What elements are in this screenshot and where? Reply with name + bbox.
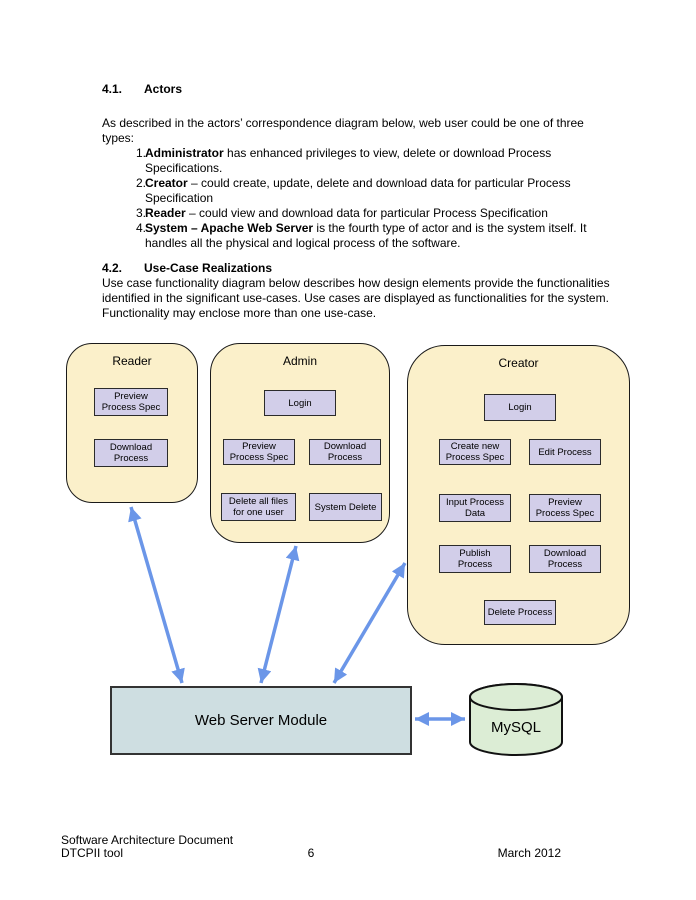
section-number: 4.2. <box>102 261 123 275</box>
intro-paragraph <box>102 116 584 146</box>
list-item-text-line2: Specifications. <box>145 161 223 175</box>
list-item-term: Reader <box>145 206 186 220</box>
section-heading-4-1 <box>102 82 182 97</box>
footer-date: March 2012 <box>497 846 562 860</box>
paragraph-line: Functionality may enclose more than one use-case. <box>102 306 377 320</box>
usecase-admin-login: Login <box>264 390 336 416</box>
list-item-text-line2: handles all the physical and logical process of the software. <box>145 236 461 250</box>
actor-title-admin: Admin <box>282 354 317 368</box>
arrow-admin-webserver <box>261 546 296 683</box>
list-item <box>136 221 587 251</box>
paragraph-line: As described in the actors’ correspondence diagram below, web user could be one of three <box>102 116 584 130</box>
list-item-text: is the fourth type of actor and is the system itself. It <box>313 221 587 235</box>
actor-title-creator: Creator <box>498 356 539 370</box>
mysql-database-label: MySQL <box>490 719 541 736</box>
list-item-number: 4. <box>136 221 147 235</box>
section-title: Actors <box>144 82 183 96</box>
usecase-creator-login: Login <box>484 394 556 421</box>
usecase-admin-system-delete: System Delete <box>309 493 382 521</box>
actor-creator <box>407 345 630 645</box>
usecase-paragraph <box>102 276 610 321</box>
footer-page-number: 6 <box>307 846 315 860</box>
usecase-creator-publish-process: Publish Process <box>439 545 511 573</box>
footer-doc-title: Software Architecture Document <box>61 833 234 847</box>
web-server-module-label: Web Server Module <box>194 712 328 729</box>
list-item-text: – could create, update, delete and download data for particular Process <box>187 176 571 190</box>
list-item <box>136 176 587 206</box>
usecase-creator-create-new-process-spec: Create new Process Spec <box>439 439 511 465</box>
footer-project: DTCPII tool <box>61 846 124 860</box>
usecase-creator-edit-process: Edit Process <box>529 439 601 465</box>
actors-list <box>136 146 587 251</box>
section-title: Use-Case Realizations <box>144 261 273 275</box>
section-heading-4-2 <box>102 261 272 276</box>
usecase-creator-delete-process: Delete Process <box>484 600 556 625</box>
footer-row <box>61 847 561 860</box>
usecase-admin-delete-all-files: Delete all files for one user <box>221 493 296 521</box>
list-item-term: Administrator <box>145 146 224 160</box>
usecase-creator-preview-process-spec: Preview Process Spec <box>529 494 601 522</box>
usecase-reader-download-process: Download Process <box>94 439 168 467</box>
usecase-creator-download-process: Download Process <box>529 545 601 573</box>
list-item <box>136 206 587 221</box>
section-number: 4.1. <box>102 82 123 96</box>
list-item-text: – could view and download data for particular Process Specification <box>185 206 548 220</box>
paragraph-line: Use case functionality diagram below describes how design elements provide the functionalities <box>102 276 610 290</box>
list-item-term: Creator <box>145 176 188 190</box>
actor-admin <box>210 343 390 543</box>
actor-reader <box>66 343 198 503</box>
arrow-creator-webserver <box>334 563 405 683</box>
web-server-module <box>110 686 412 755</box>
usecase-admin-download-process: Download Process <box>309 439 381 465</box>
list-item-term: System – Apache Web Server <box>145 221 314 235</box>
list-item-number: 2. <box>136 176 147 190</box>
list-item <box>136 146 587 176</box>
usecase-reader-preview-process-spec: Preview Process Spec <box>94 388 168 416</box>
usecase-admin-preview-process-spec: Preview Process Spec <box>223 439 295 465</box>
arrow-reader-webserver <box>131 507 182 683</box>
list-item-text: has enhanced privileges to view, delete or download Process <box>223 146 552 160</box>
list-item-text-line2: Specification <box>145 191 214 205</box>
list-item-number: 1. <box>136 146 147 160</box>
paragraph-line: identified in the significant use-cases. Use cases are displayed as functionalities for the system. <box>102 291 609 305</box>
usecase-creator-input-process-data: Input Process Data <box>439 494 511 522</box>
paragraph-line: types: <box>102 131 135 145</box>
actor-title-reader: Reader <box>112 354 152 368</box>
list-item-number: 3. <box>136 206 147 220</box>
